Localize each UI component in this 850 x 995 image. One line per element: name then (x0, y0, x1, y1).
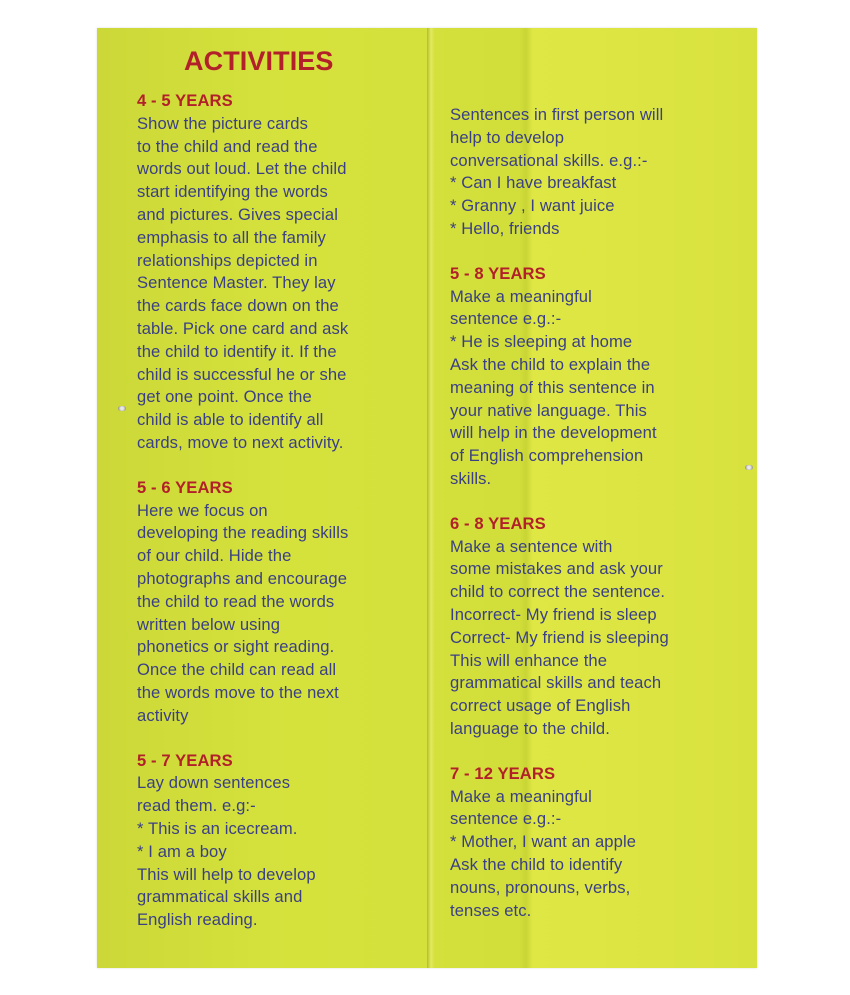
body-text-line: relationships depicted in (137, 250, 318, 270)
body-text-line: start identifying the words (137, 182, 328, 202)
body-text-line: of our child. Hide the (137, 546, 292, 566)
body-text-line: English reading. (137, 910, 258, 930)
body-text-line: * Mother, I want an apple (450, 832, 637, 852)
body-text-line: Sentence Master. They lay (137, 273, 336, 293)
body-text-line: conversational skills. e.g.:- (450, 150, 648, 170)
body-text-line: child to correct the sentence. (450, 582, 666, 602)
body-text-line: correct usage of English (450, 696, 631, 716)
activity-section (450, 763, 750, 923)
body-text-line: the cards face down on the (137, 296, 339, 316)
body-text-line: help to develop (450, 127, 565, 147)
body-text-line: written below using (137, 614, 281, 634)
activity-section (450, 263, 750, 491)
body-text-line: * Hello, friends (450, 218, 560, 238)
body-text-line: Show the picture cards (137, 113, 308, 133)
body-text-line: Correct- My friend is sleeping (450, 627, 669, 647)
body-text-line: the child to read the words (137, 591, 335, 611)
body-text-line: photographs and encourage (137, 568, 348, 588)
age-heading: 5 - 7 YEARS (137, 750, 233, 770)
age-heading: 5 - 8 YEARS (450, 263, 546, 283)
body-text-line: activity (137, 705, 189, 725)
body-text-line: emphasis to all the family (137, 227, 326, 247)
body-text-line: some mistakes and ask your (450, 559, 663, 579)
body-text-line: This will enhance the (450, 650, 608, 670)
body-text-line: child is able to identify all (137, 410, 324, 430)
body-text-line: * He is sleeping at home (450, 332, 633, 352)
body-text-line: read them. e.g:- (137, 796, 256, 816)
page-fold (427, 28, 435, 968)
body-text-line: * Granny , I want juice (450, 196, 615, 216)
body-text-line: child is successful he or she (137, 364, 347, 384)
body-text-line: will help in the development (450, 423, 657, 443)
body-text-line: skills. (450, 468, 492, 488)
body-text-line: sentence e.g.:- (450, 309, 562, 329)
body-text-line: tenses etc. (450, 900, 532, 920)
body-text-line: to the child and read the (137, 136, 318, 156)
body-text-line: and pictures. Gives special (137, 204, 338, 224)
age-heading: 7 - 12 YEARS (450, 763, 556, 783)
activity-section (137, 750, 422, 932)
body-text-line: meaning of this sentence in (450, 377, 655, 397)
body-text-line: the child to identify it. If the (137, 341, 337, 361)
right-column (450, 104, 750, 944)
body-text-line: grammatical skills and (137, 887, 303, 907)
body-text-line: sentence e.g.:- (450, 809, 562, 829)
body-text-line: Lay down sentences (137, 773, 291, 793)
age-heading: 6 - 8 YEARS (450, 513, 546, 533)
body-text-line: * I am a boy (137, 841, 227, 861)
body-text-line: the words move to the next (137, 682, 339, 702)
body-text-line: of English comprehension (450, 446, 644, 466)
body-text-line: Here we focus on (137, 500, 268, 520)
body-text-line: your native language. This (450, 400, 647, 420)
body-text-line: grammatical skills and teach (450, 673, 662, 693)
activity-section (450, 104, 750, 241)
body-text-line: Make a meaningful (450, 286, 592, 306)
body-text-line: words out loud. Let the child (137, 159, 347, 179)
body-text-line: Sentences in first person will (450, 105, 664, 124)
page-title: ACTIVITIES (184, 46, 334, 76)
activity-section (137, 477, 422, 728)
body-text-line: get one point. Once the (137, 387, 312, 407)
body-text-line: This will help to develop (137, 864, 316, 884)
body-text-line: cards, move to next activity. (137, 432, 344, 452)
body-text-line: nouns, pronouns, verbs, (450, 877, 631, 897)
body-text-line: table. Pick one card and ask (137, 318, 349, 338)
body-text-line: Ask the child to explain the (450, 354, 651, 374)
body-text-line: * This is an icecream. (137, 818, 298, 838)
body-text-line: Incorrect- My friend is sleep (450, 604, 657, 624)
age-heading: 5 - 6 YEARS (137, 477, 233, 497)
body-text-line: developing the reading skills (137, 523, 349, 543)
body-text-line: phonetics or sight reading. (137, 637, 335, 657)
body-text-line: Ask the child to identify (450, 854, 623, 874)
staple-left (118, 406, 126, 411)
body-text-line: language to the child. (450, 718, 610, 738)
activity-section (137, 90, 422, 455)
age-heading: 4 - 5 YEARS (137, 91, 233, 110)
activity-section (450, 513, 750, 741)
body-text-line: * Can I have breakfast (450, 173, 617, 193)
left-column (137, 44, 422, 954)
body-text-line: Make a meaningful (450, 786, 592, 806)
body-text-line: Make a sentence with (450, 536, 613, 556)
body-text-line: Once the child can read all (137, 660, 337, 680)
